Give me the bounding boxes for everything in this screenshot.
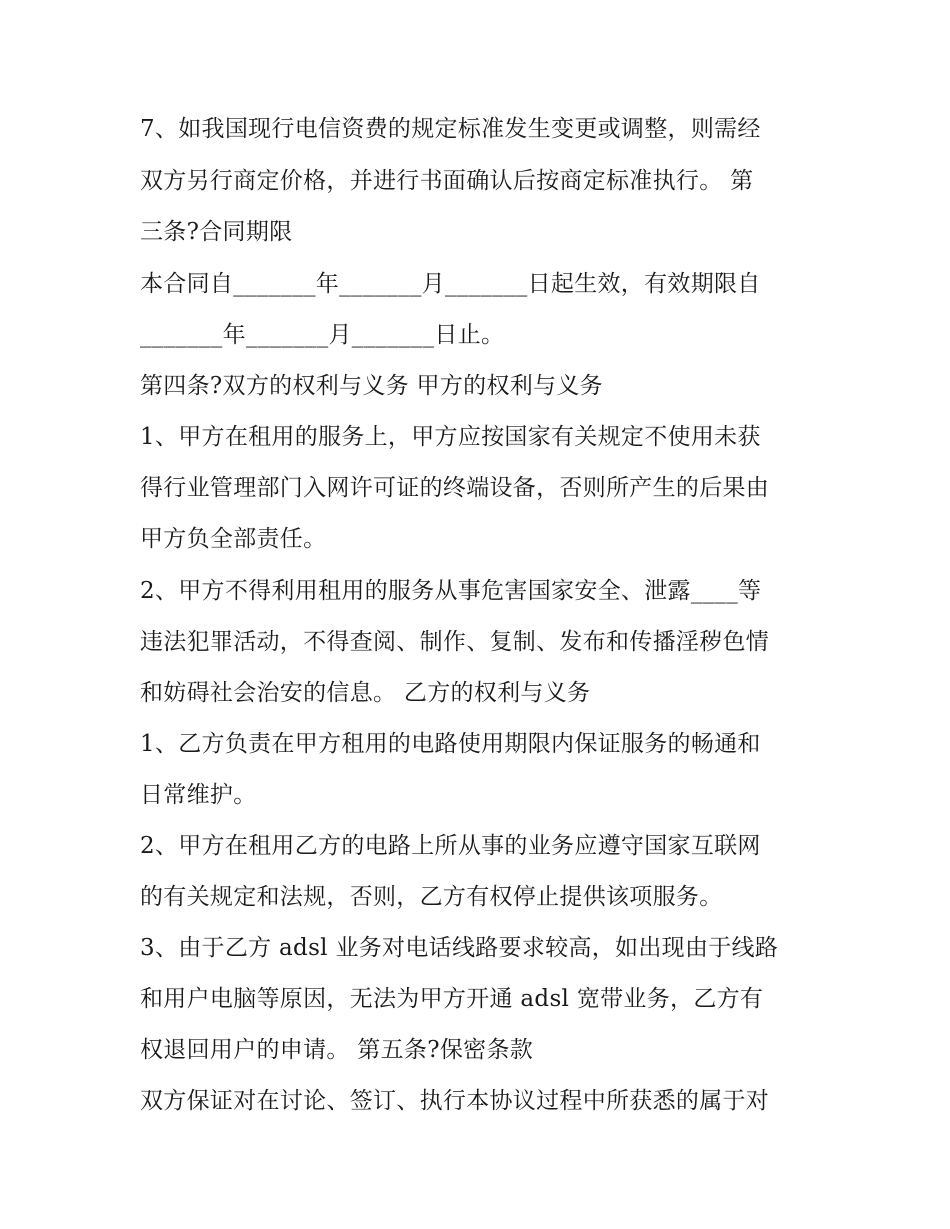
clause-text-line: 违法犯罪活动，不得查阅、制作、复制、发布和传播淫秽色情 [140,629,770,655]
clause-text-line: 双方保证对在讨论、签订、执行本协议过程中所获悉的属于对 [140,1088,770,1114]
clause-text-line: 甲方负全部责任。 [140,526,327,552]
clause-text-line: 的有关规定和法规，否则，乙方有权停止提供该项服务。 [140,884,723,910]
clause-text-line: 2、甲方在租用乙方的电路上所从事的业务应遵守国家互联网 [140,833,761,859]
clause-text-line: _______年_______月_______日止。 [140,322,505,348]
clause-text-line: 双方另行商定价格，并进行书面确认后按商定标准执行。 第 [140,168,754,194]
clause-text-line: 和用户电脑等原因，无法为甲方开通 adsl 宽带业务，乙方有 [140,986,764,1012]
section-heading-confidentiality: 权退回用户的申请。 第五条?保密条款 [140,1037,534,1063]
clause-text-line: 7、如我国现行电信资费的规定标准发生变更或调整，则需经 [140,116,761,142]
clause-text-line: 1、乙方负责在甲方租用的电路使用期限内保证服务的畅通和 [140,731,761,757]
clause-text-line: 2、甲方不得利用租用的服务从事危害国家安全、泄露____等 [140,578,762,604]
clause-text-line: 本合同自_______年_______月_______日起生效，有效期限自 [140,271,761,297]
clause-text-line: 得行业管理部门入网许可证的终端设备，否则所产生的后果由 [140,475,770,501]
section-heading-term: 三条?合同期限 [140,219,293,245]
clause-text-line: 3、由于乙方 adsl 业务对电话线路要求较高，如出现由于线路 [140,935,779,961]
clause-text-line: 日常维护。 [140,782,257,808]
clause-text-line: 1、甲方在租用的服务上，甲方应按国家有关规定不使用未获 [140,424,761,450]
section-heading-rights: 第四条?双方的权利与义务 甲方的权利与义务 [140,373,603,399]
clause-text-line: 和妨碍社会治安的信息。 乙方的权利与义务 [140,680,591,706]
